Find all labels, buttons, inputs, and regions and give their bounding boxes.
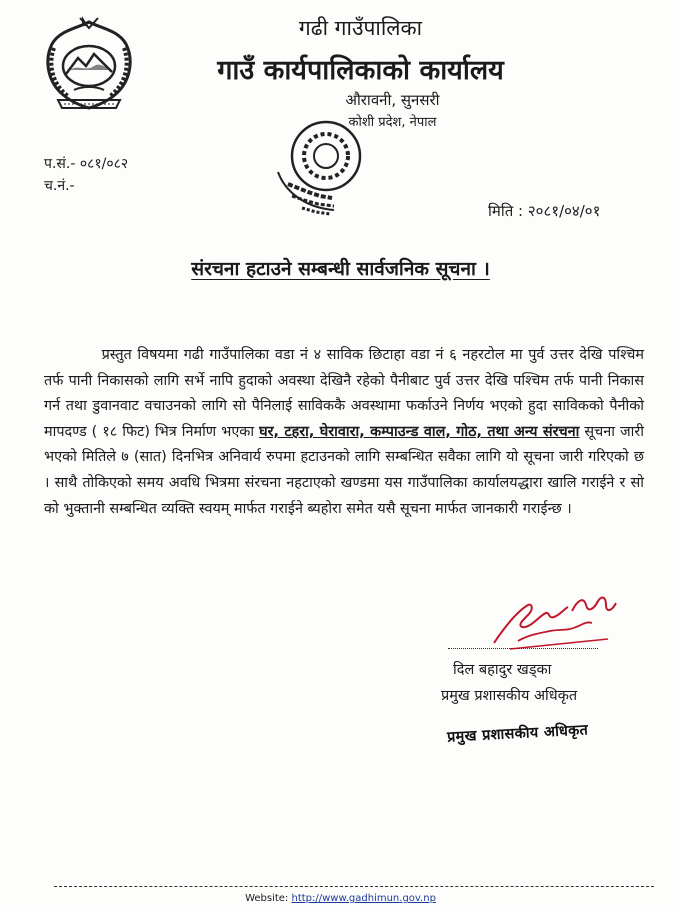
footer-label: Website: [245,893,289,904]
office-address: औरावनी, सुनसरी [345,91,440,109]
letter-number: प.सं.- ०८१/०८२ [44,156,129,172]
notice-body [44,343,644,522]
footer-divider [54,886,654,887]
notice-body-part-1: प्रस्तुत विषयमा गढी गाउँपालिका वडा नं ४ साविक छिटाहा वडा नं ६ नहरटोल मा पुर्व उत्तर देखि पश्चिम तर्फ पानी निकासको लागि सर्भे नापि हुदाको अवस्था देखिनै रहेको पैनीबाट पुर्व उत्तर देखि पश्चिम तर्फ पानी निकास गर्न तथा डुवानवाट वचाउनको लागि सो पैनिलाई साविककै अवस्थामा फर्काउने निर्णय भएको हुदा साविकको पैनीको मापदण्ड ( १८ फिट) भित्र निर्माण भएका [44,347,644,440]
office-province: कोशी प्रदेश, नेपाल [348,115,437,130]
office-seal-icon [268,112,378,222]
notice-body-emphasis: घर, टहरा, घेरावारा, कम्पाउन्ड वाल, गोठ, तथा अन्य संरचना [259,423,580,440]
footer [0,893,681,904]
designation-stamp: प्रमुख प्रशासकीय अधिकृत [446,722,589,746]
municipality-name: गढी गाउँपालिका [298,16,423,40]
notice-body-part-2: सूचना जारी भएको मितिले ७ (सात) दिनभित्र अनिवार्य रुपमा हटाउनको लागि सम्बन्धित सवैका लागि यो सूचना जारी गरिएको छ । साथै तोकिएको समय अवधि भित्रमा संरचना नहटाएको खण्डमा यस गाउँपालिका कार्यालयद्धारा खालि गराईने र सो को भुक्तानी सम्बन्धित व्यक्ति स्वयम् मार्फत गराईने ब्यहोरा समेत यसै सूचना मार्फत जानकारी गराईन्छ । [44,423,645,517]
handwritten-signature-icon [488,585,628,655]
letter-date: मिति : २०८१/०४/०१ [488,202,601,220]
signature-line [448,648,598,649]
notice-subject-text: संरचना हटाउने सम्बन्धी सार्वजनिक सूचना । [191,258,490,280]
office-title: गाउँ कार्यपालिकाको कार्यालय [217,55,504,86]
signatory-title: प्रमुख प्रशासकीय अधिकृत [441,688,578,704]
signatory-name: दिल बहादुर खड्का [453,662,552,678]
notice-subject [0,255,681,281]
website-link[interactable]: http://www.gadhimun.gov.np [291,893,436,904]
dispatch-number: च.नं.- [44,178,75,194]
